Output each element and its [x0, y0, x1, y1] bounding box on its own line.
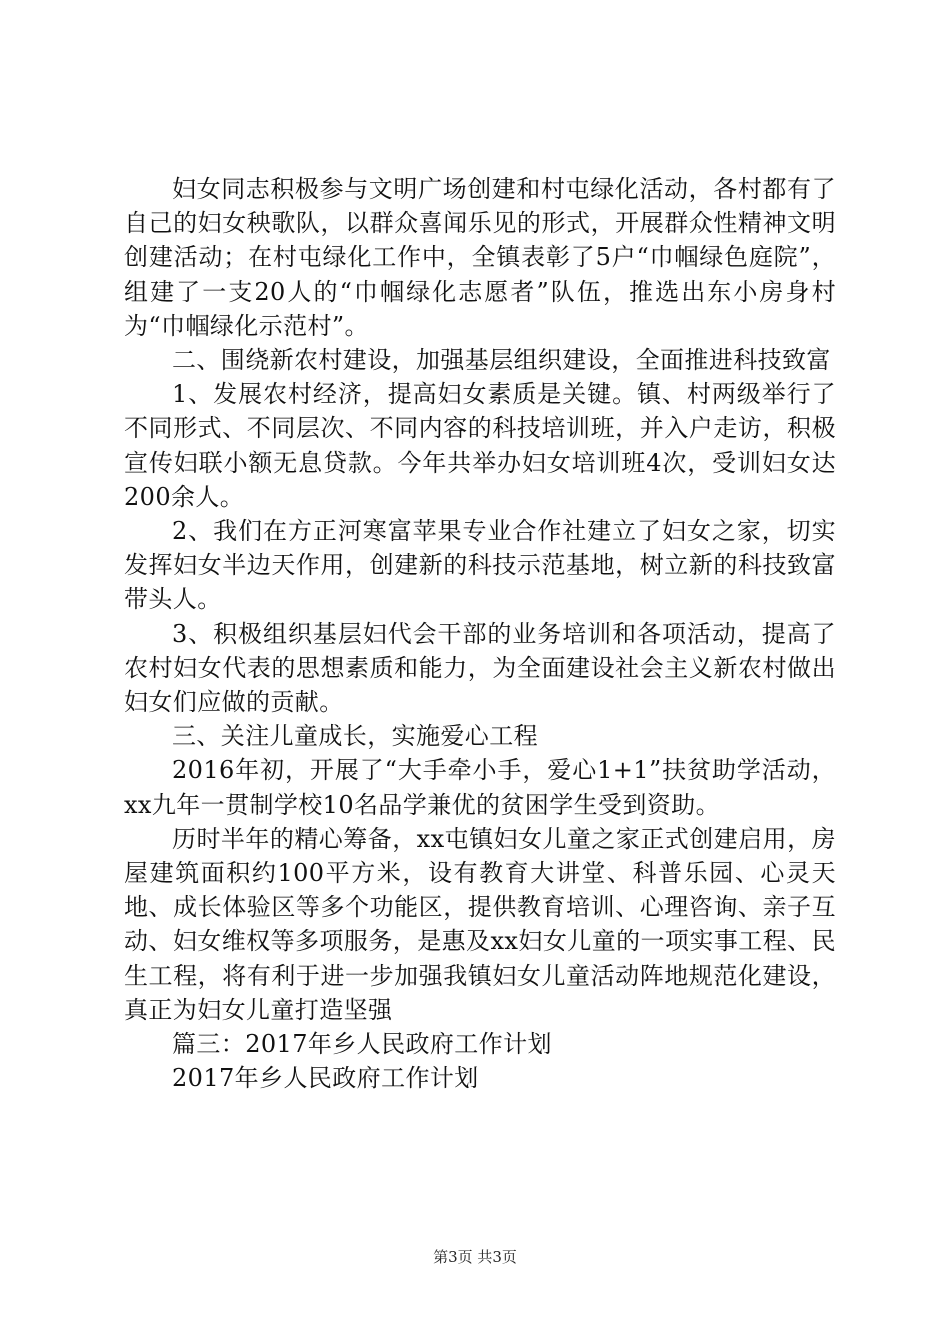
- section-heading-three: 三、关注儿童成长，实施爱心工程: [172, 722, 538, 751]
- paragraph-poverty-aid: 2016年初，开展了“大手牵小手，爱心1+1”扶贫助学活动，xx九年一贯制学校10名品学兼优的贫困学生受到资助。: [124, 756, 836, 819]
- list-item-1: 1、发展农村经济，提高妇女素质是关键。镇、村两级举行了不同形式、不同层次、不同内容的科技培训班，并入户走访，积极宣传妇联小额无息贷款。今年共举办妇女培训班4次，受训妇女达200余人。: [124, 380, 836, 511]
- document-body: [124, 172, 836, 1095]
- document-title: 2017年乡人民政府工作计划: [172, 1064, 479, 1093]
- page-number-footer: 第3页 共3页: [433, 1248, 517, 1266]
- paragraph-greening-activities: 妇女同志积极参与文明广场创建和村屯绿化活动，各村都有了自己的妇女秧歌队，以群众喜闻乐见的形式，开展群众性精神文明创建活动；在村屯绿化工作中，全镇表彰了5户“巾帼绿色庭院”，组建了一支20人的“巾帼绿化志愿者”队伍，推选出东小房身村为“巾帼绿化示范村”。: [124, 175, 836, 340]
- paragraph-women-children-home: 历时半年的精心筹备，xx屯镇妇女儿童之家正式创建启用，房屋建筑面积约100平方米，设有教育大讲堂、科普乐园、心灵天地、成长体验区等多个功能区，提供教育培训、心理咨询、亲子互动、妇女维权等多项服务，是惠及xx妇女儿童的一项实事工程、民生工程，将有利于进一步加强我镇妇女儿童活动阵地规范化建设，真正为妇女儿童打造坚强: [124, 824, 836, 1024]
- list-item-2: 2、我们在方正河寒富苹果专业合作社建立了妇女之家，切实发挥妇女半边天作用，创建新的科技示范基地，树立新的科技致富带头人。: [124, 517, 836, 614]
- section-heading-two: 二、围绕新农村建设，加强基层组织建设，全面推进科技致富: [172, 346, 831, 375]
- chapter-heading: 篇三：2017年乡人民政府工作计划: [172, 1030, 552, 1059]
- list-item-3: 3、积极组织基层妇代会干部的业务培训和各项活动，提高了农村妇女代表的思想素质和能力，为全面建设社会主义新农村做出妇女们应做的贡献。: [124, 619, 836, 717]
